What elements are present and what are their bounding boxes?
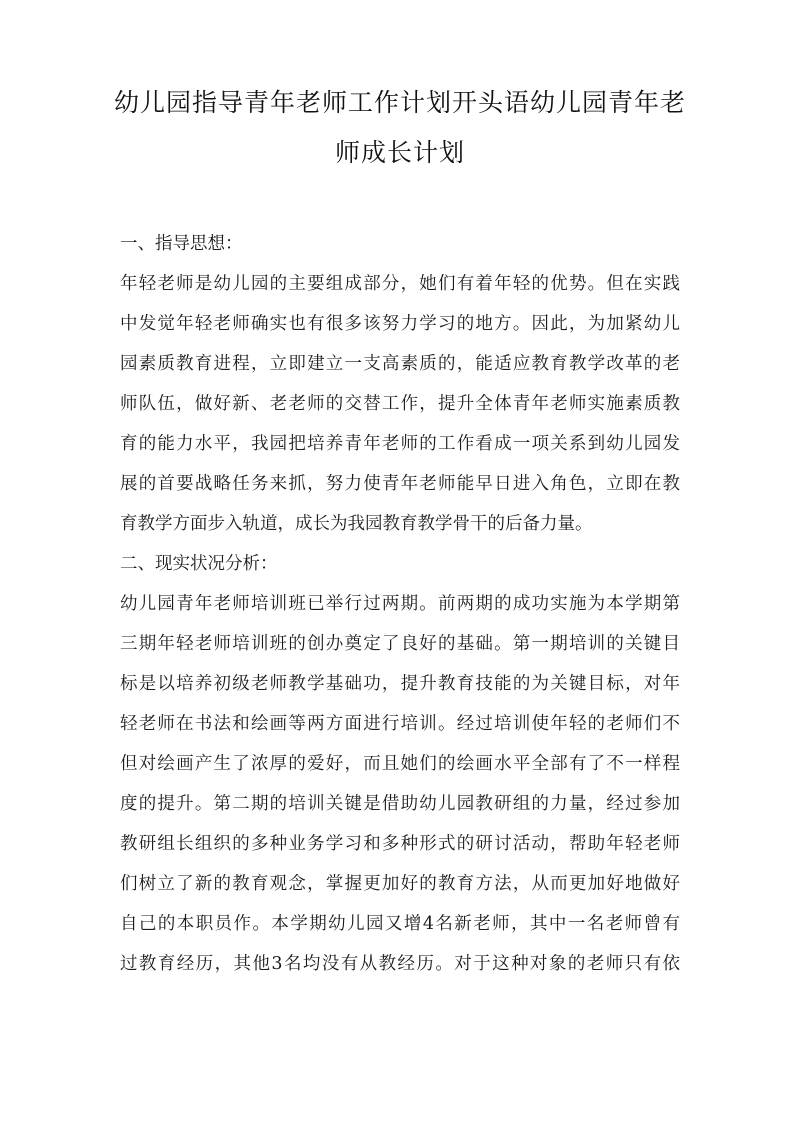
body-line: 年轻老师是幼儿园的主要组成部分，她们有着年轻的优势。但在实践 xyxy=(120,274,680,294)
body-line: 幼儿园青年老师培训班已举行过两期。前两期的成功实施为本学期第 xyxy=(120,594,680,614)
body-line: 度的提升。第二期的培训关键是借助幼儿园教研组的力量，经过参加 xyxy=(120,794,680,814)
title-line: 师成长计划 xyxy=(334,138,465,167)
body-line: 但对绘画产生了浓厚的爱好，而且她们的绘画水平全部有了不一样程 xyxy=(120,754,680,774)
body-line: 中发觉年轻老师确实也有很多该努力学习的地方。因此，为加紧幼儿 xyxy=(120,314,680,334)
title-line: 幼儿园指导青年老师工作计划开头语幼儿园青年老 xyxy=(113,88,686,117)
body-line: 育的能力水平，我园把培养青年老师的工作看成一项关系到幼儿园发 xyxy=(120,434,680,454)
body-line: 教研组长组织的多种业务学习和多种形式的研讨活动，帮助年轻老师 xyxy=(120,834,680,854)
body-line: 轻老师在书法和绘画等两方面进行培训。经过培训使年轻的老师们不 xyxy=(120,714,680,734)
document-title xyxy=(110,78,690,178)
body-line: 过教育经历，其他3名均没有从教经历。对于这种对象的老师只有依 xyxy=(120,954,680,974)
body-line: 育教学方面步入轨道，成长为我园教育教学骨干的后备力量。 xyxy=(120,514,593,534)
body-line: 园素质教育进程，立即建立一支高素质的，能适应教育教学改革的老 xyxy=(120,354,680,374)
body-line: 师队伍，做好新、老老师的交替工作，提升全体青年老师实施素质教 xyxy=(120,394,680,414)
body-line: 展的首要战略任务来抓，努力使青年老师能早日进入角色，立即在教 xyxy=(120,474,680,494)
body-line: 自己的本职员作。本学期幼儿园又增4名新老师，其中一名老师曾有 xyxy=(120,914,680,934)
body-line: 标是以培养初级老师教学基础功，提升教育技能的为关键目标，对年 xyxy=(120,674,680,694)
body-line: 们树立了新的教育观念，掌握更加好的教育方法，从而更加好地做好 xyxy=(120,874,680,894)
body-line: 三期年轻老师培训班的创办奠定了良好的基础。第一期培训的关键目 xyxy=(120,634,680,654)
section-heading: 二、现实状况分析： xyxy=(120,554,278,574)
section-heading: 一、指导思想： xyxy=(120,234,243,254)
document-body xyxy=(120,224,680,984)
